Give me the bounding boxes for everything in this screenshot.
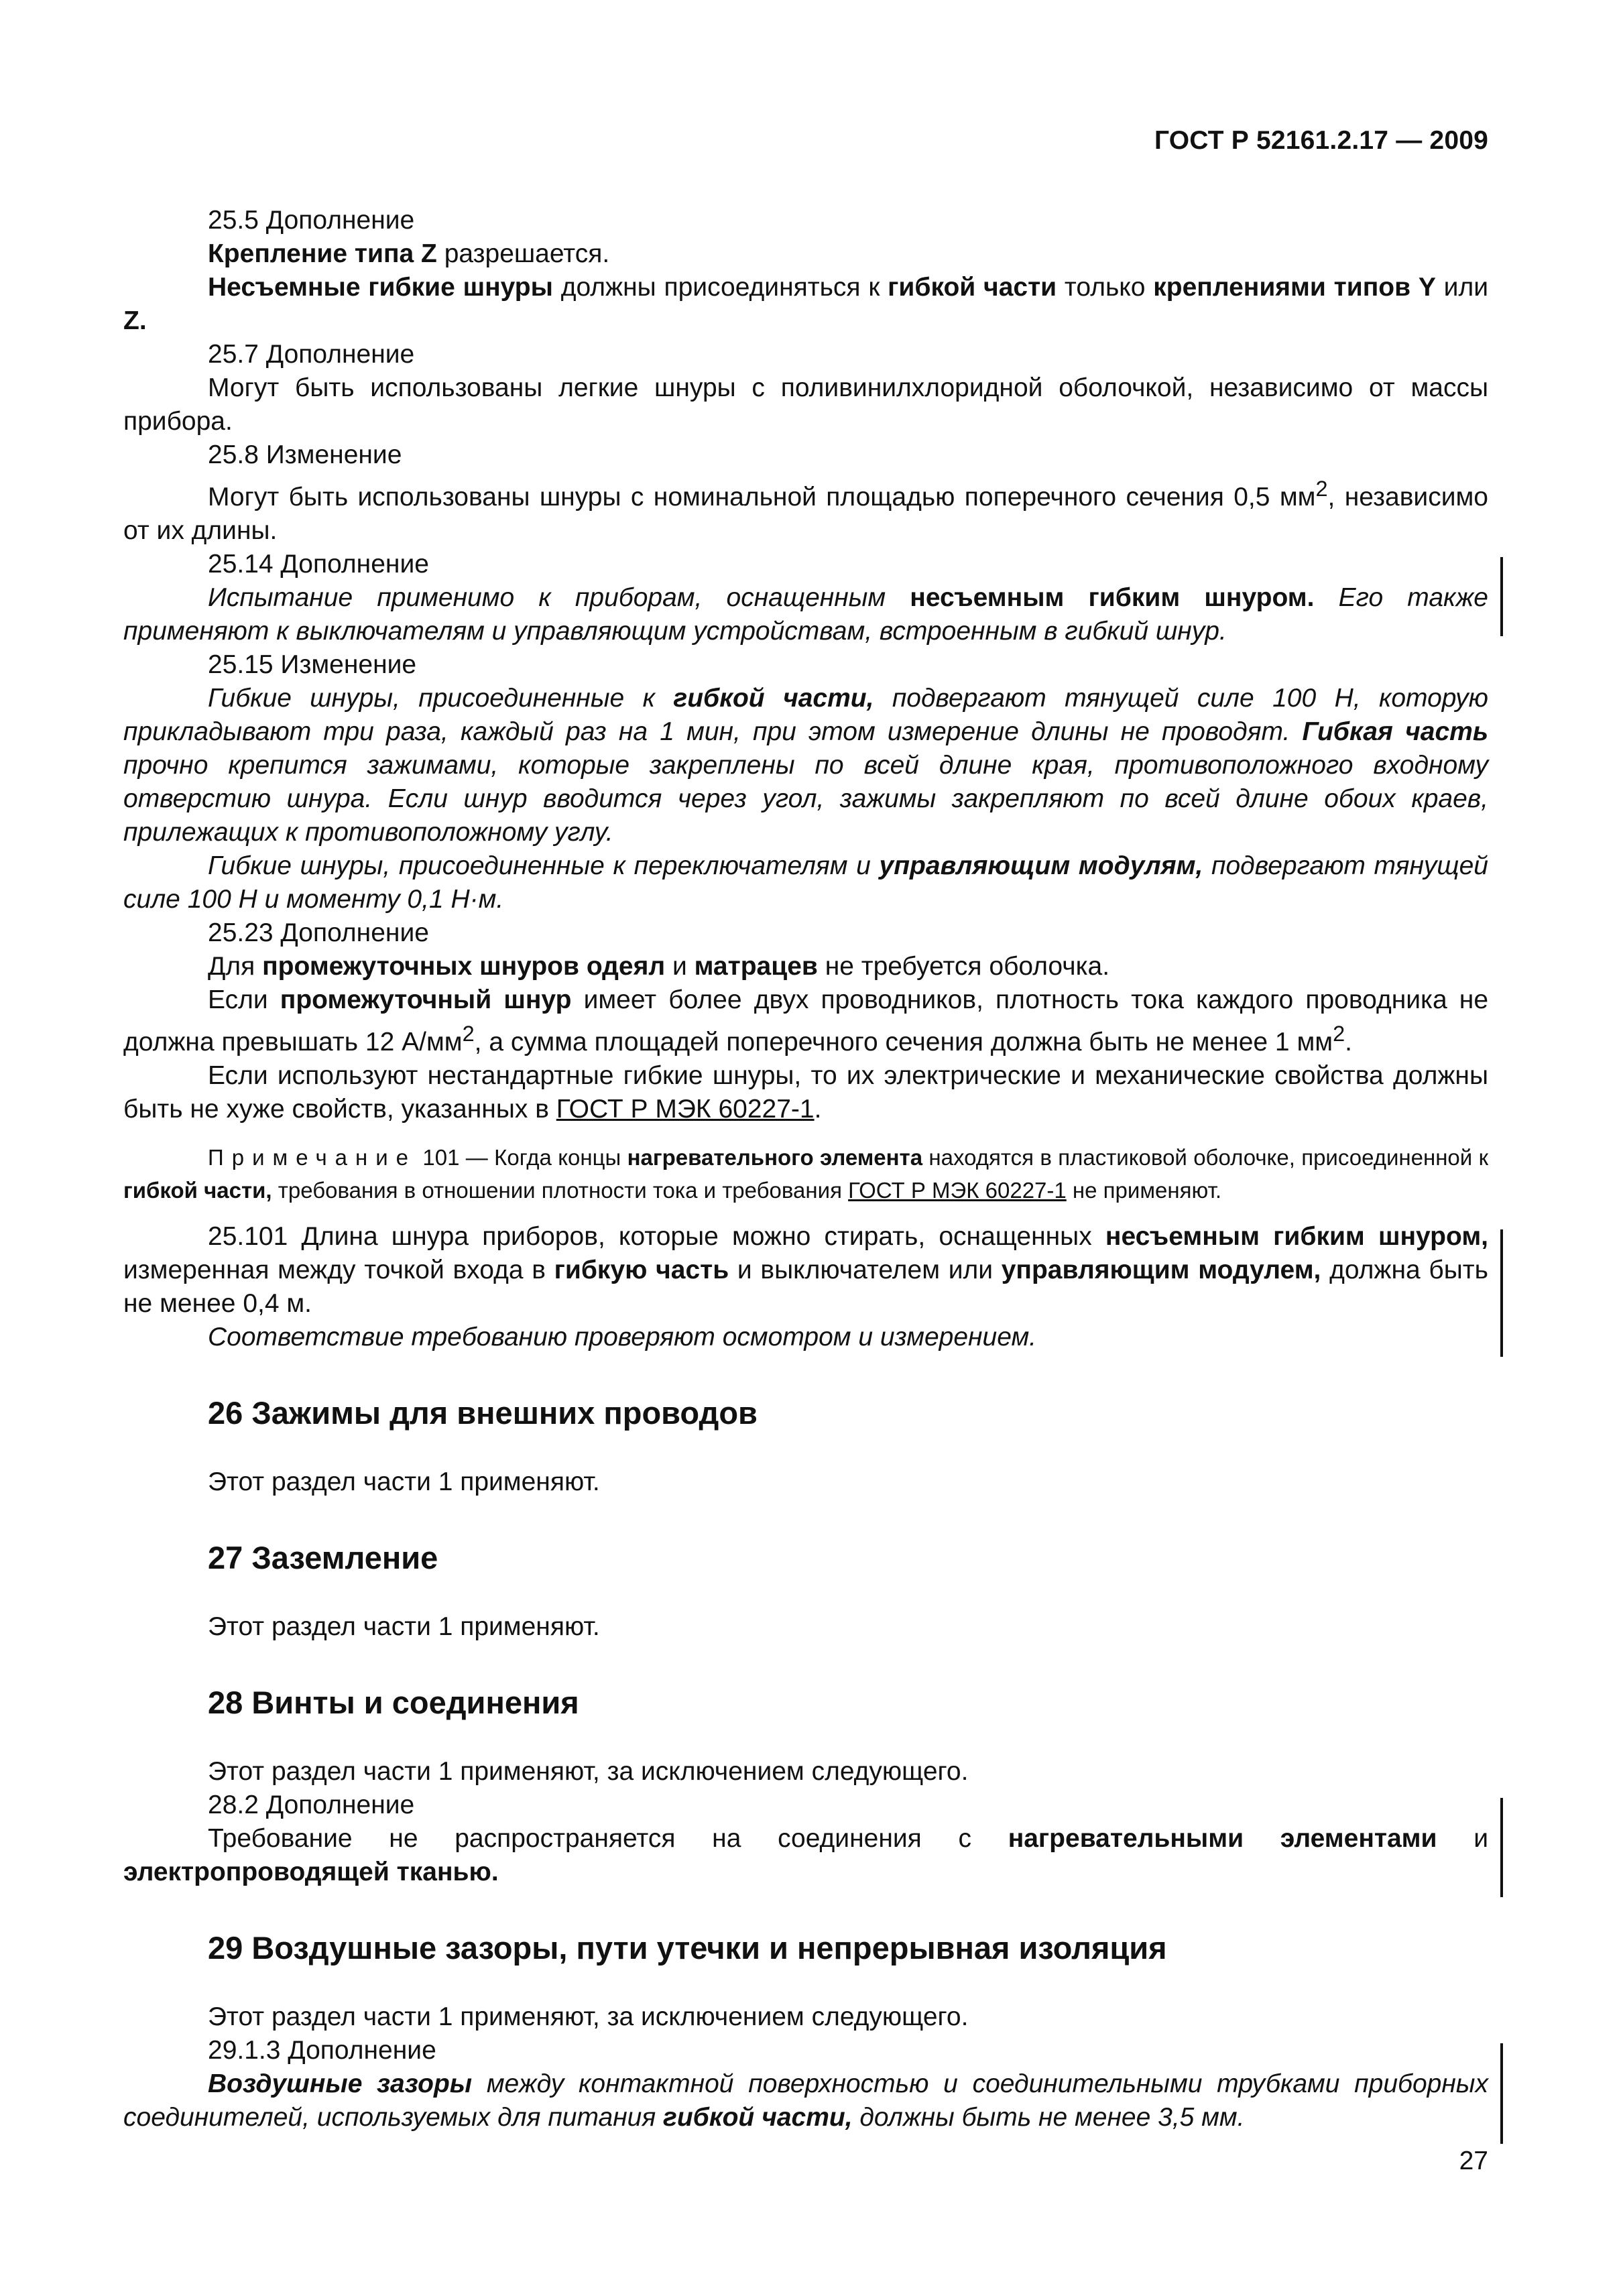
term: гибкой части, <box>663 2103 853 2132</box>
section-29-text: Этот раздел части 1 применяют, за исключением следующего. <box>208 2002 969 2031</box>
clause-25-14-heading: 25.14 Дополнение <box>208 550 429 579</box>
superscript: 2 <box>1333 1022 1345 1046</box>
term: гибкой части <box>888 273 1057 302</box>
change-bar <box>1500 1229 1503 1357</box>
text-run: подвергают тянущей силе 100 Н и моменту 0,1 Н·м. <box>123 851 1488 914</box>
section-28-heading: 28 Винты и соединения <box>208 1685 579 1720</box>
text-run: и <box>1437 1824 1488 1853</box>
clause-25-101-block <box>123 1220 1488 1354</box>
term: несъемным гибким шнуром, <box>1105 1222 1488 1251</box>
section-29-heading: 29 Воздушные зазоры, пути утечки и непрерывная изоляция <box>208 1930 1167 1966</box>
term: Несъемные гибкие шнуры <box>208 273 553 302</box>
term: промежуточный шнур <box>280 985 572 1014</box>
section-28-text: Этот раздел части 1 применяют, за исключением следующего. <box>208 1757 969 1786</box>
section-26-text: Этот раздел части 1 применяют. <box>208 1467 600 1496</box>
text-run: . <box>1345 1028 1353 1056</box>
text-run: Гибкие шнуры, присоединенные к <box>208 684 674 713</box>
text-run: должна быть не менее 0,4 м. <box>123 1256 1488 1318</box>
text-run: , а сумма площадей поперечного сечения должна быть не менее 1 мм <box>474 1028 1333 1056</box>
term: управляющим модулем, <box>1001 1256 1321 1284</box>
text-run: должны быть не менее 3,5 мм. <box>852 2103 1245 2132</box>
document-page <box>123 118 1488 2196</box>
text-run: и <box>665 952 695 981</box>
clause-25-7-heading: 25.7 Дополнение <box>208 340 415 369</box>
standard-reference-link[interactable]: ГОСТ Р МЭК 60227-1 <box>848 1178 1067 1203</box>
superscript: 2 <box>1315 477 1328 501</box>
text-run: . <box>814 1095 822 1124</box>
clause-25-5-text-1 <box>123 237 1488 271</box>
clause-25-15-text-2 <box>123 849 1488 916</box>
clause-25-8-heading: 25.8 Изменение <box>208 440 402 469</box>
clause-25-23-text-3 <box>123 1059 1488 1126</box>
clause-29-1-3-block <box>123 2034 1488 2134</box>
document-id-header: ГОСТ Р 52161.2.17 — 2009 <box>1154 126 1488 155</box>
text-run: Если <box>208 985 280 1014</box>
clause-28-2-heading: 28.2 Дополнение <box>208 1791 415 1819</box>
text-run: Соответствие требованию проверяют осмотром и измерением. <box>208 1323 1037 1351</box>
text-run: Для <box>208 952 263 981</box>
clause-25-15-heading: 25.15 Изменение <box>208 650 417 679</box>
text-run: , независимо от их длины. <box>123 483 1488 545</box>
note-101 <box>123 1141 1488 1207</box>
section-27-text: Этот раздел части 1 применяют. <box>208 1612 600 1641</box>
text-run: Испытание применимо к приборам, оснащенным <box>208 583 910 612</box>
text-run: и выключателем или <box>729 1256 1002 1284</box>
text-run: подвергают тянущей силе 100 Н, которую прикладывают три раза, каждый раз на 1 мин, при этом измерение длины не проводят. <box>123 684 1489 746</box>
text-run: между контактной поверхностью и соединительными трубками приборных соединителей, используемых для питания <box>123 2069 1488 2132</box>
term: Гибкая часть <box>1302 717 1488 746</box>
text-run: Если используют нестандартные гибкие шнуры, то их электрические и механические свойства должны быть не хуже свойств, указанных в <box>123 1061 1488 1124</box>
term: Z. <box>123 306 147 335</box>
term: несъемным гибким шнуром. <box>910 583 1315 612</box>
term: управляющим модулям, <box>879 851 1203 880</box>
section-26-heading: 26 Зажимы для внешних проводов <box>208 1395 758 1431</box>
text-run: не требуется оболочка. <box>817 952 1110 981</box>
term: Крепление типа Z <box>208 239 437 268</box>
clause-28-2-text <box>123 1822 1488 1889</box>
note-label: Примечание <box>208 1145 417 1170</box>
text-run: требования в отношении плотности тока и требования <box>272 1178 849 1203</box>
page-number: 27 <box>1459 2147 1488 2175</box>
term: электропроводящей тканью. <box>123 1858 499 1886</box>
clause-25-23-text-2 <box>123 983 1488 1059</box>
text-run: 101 — Когда концы <box>416 1145 627 1170</box>
clause-25-23-text-1 <box>123 950 1488 983</box>
clause-25-14-text <box>123 581 1488 648</box>
term: Воздушные зазоры <box>208 2069 473 2098</box>
text-run: прочно крепится зажимами, которые закреплены по всей длине края, противоположного входному отверстию шнура. Если шнур вводится через угол, зажимы закрепляют по всей длине обоих краев, прилежащих к противоположному углу. <box>123 751 1488 847</box>
text-run: имеет более двух проводников, плотность тока каждого проводника не должна превышать 12 А/мм <box>123 985 1489 1056</box>
clause-25-101-text <box>123 1220 1488 1321</box>
term: гибкую часть <box>554 1256 729 1284</box>
term: гибкой части, <box>673 684 874 713</box>
text-run: Его также применяют к выключателям и управляющим устройствам, встроенным в гибкий шнур. <box>123 583 1488 646</box>
text-run: только <box>1057 273 1154 302</box>
text-run: 25.101 Длина шнура приборов, которые можно стирать, оснащенных <box>208 1222 1105 1251</box>
clause-25-101-compliance <box>123 1321 1488 1354</box>
term: гибкой части, <box>123 1178 272 1203</box>
text-run: разрешается. <box>436 239 610 268</box>
clause-25-7-text: Могут быть использованы легкие шнуры с поливинилхлоридной оболочкой, независимо от массы прибора. <box>123 373 1488 436</box>
text-run: не применяют. <box>1066 1178 1222 1203</box>
clause-29-1-3-text <box>123 2067 1488 2134</box>
clause-28-2-block <box>123 1789 1488 1889</box>
text-run: находятся в пластиковой оболочке, присоединенной к <box>922 1145 1489 1170</box>
text-run: Гибкие шнуры, присоединенные к переключателям и <box>208 851 880 880</box>
page-content <box>123 204 1488 2134</box>
standard-reference-link[interactable]: ГОСТ Р МЭК 60227-1 <box>556 1095 815 1124</box>
superscript: 2 <box>462 1022 475 1046</box>
clause-25-8-text <box>123 472 1488 548</box>
clause-25-5-text-2 <box>123 271 1488 338</box>
text-run: Могут быть использованы шнуры с номинальной площадью поперечного сечения 0,5 мм <box>208 483 1316 511</box>
section-27-heading: 27 Заземление <box>208 1540 438 1575</box>
term: нагревательного элемента <box>627 1145 923 1170</box>
text-run: Требование не распространяется на соединения с <box>208 1824 1008 1853</box>
change-bar <box>1500 2043 1503 2144</box>
term: креплениями типов Y <box>1153 273 1436 302</box>
term: промежуточных шнуров одеял <box>262 952 666 981</box>
change-bar <box>1500 557 1503 636</box>
term: нагревательными элементами <box>1008 1824 1437 1853</box>
text-run: или <box>1435 273 1488 302</box>
clause-29-1-3-heading: 29.1.3 Дополнение <box>208 2036 436 2065</box>
clause-25-23-heading: 25.23 Дополнение <box>208 918 429 947</box>
text-run: должны присоединяться к <box>552 273 888 302</box>
clause-25-15-text-1 <box>123 682 1488 849</box>
clause-25-14-block <box>123 548 1488 648</box>
term: матрацев <box>694 952 818 981</box>
change-bar <box>1500 1798 1503 1897</box>
clause-25-5-heading: 25.5 Дополнение <box>208 206 415 235</box>
text-run: измеренная между точкой входа в <box>123 1256 554 1284</box>
